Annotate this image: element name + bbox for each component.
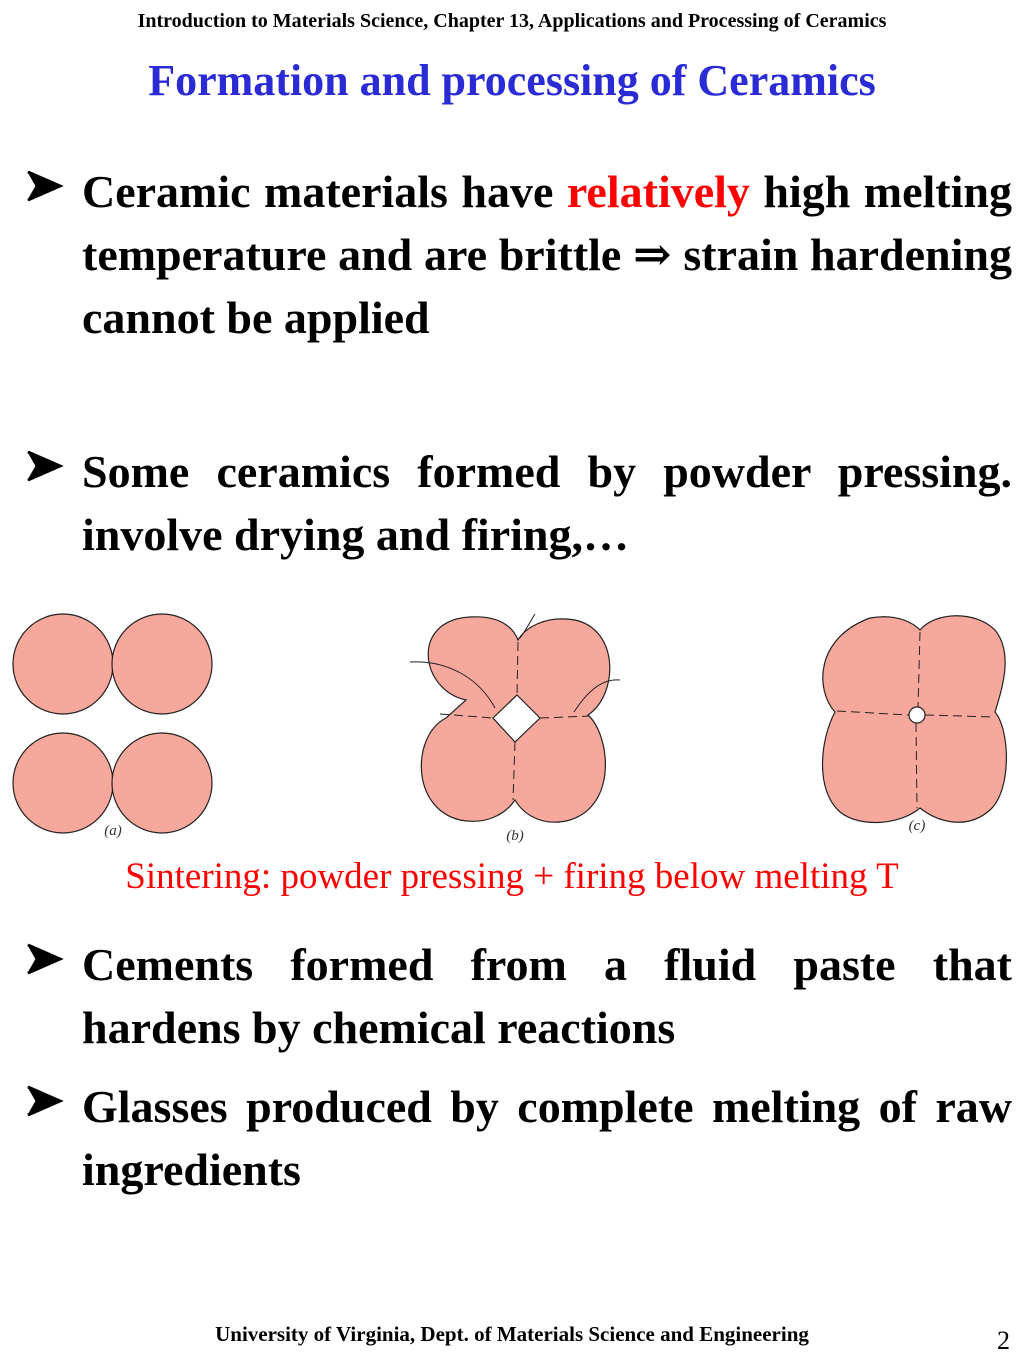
bullet-item-1 [22,160,1012,349]
particles-stage-c [823,616,1007,823]
figure-label-c: (c) [908,818,926,834]
bullet-text-2: Some ceramics formed by powder pressing. involve drying and firing,… [82,446,1012,560]
page-number: 2 [997,1326,1010,1355]
bullet-text-4: Glasses produced by complete melting of raw ingredients [82,1081,1012,1195]
bullet-text-1 [82,160,1012,349]
slide-title: Formation and processing of Ceramics [148,56,876,105]
arrowhead-bullet-icon [22,937,66,981]
figure-label-b: (b) [506,828,524,844]
figure-label-a: (a) [104,823,122,839]
bullet-highlight-relatively: relatively [566,166,750,217]
arrowhead-bullet-icon [22,164,66,208]
slide-footer: University of Virginia, Dept. of Materials Science and Engineering [215,1322,809,1346]
bullet-text-3: Cements formed from a fluid paste that hardens by chemical reactions [82,939,1012,1053]
bullet-text-1-start: Ceramic materials have [82,166,567,217]
slide-header: Introduction to Materials Science, Chapter 13, Applications and Processing of Ceramics [137,10,887,32]
particles-stage-b [410,614,620,822]
arrowhead-bullet-icon [22,444,66,488]
sintering-figure [0,600,1024,850]
arrowhead-bullet-icon [22,1079,66,1123]
particles-stage-a [13,614,212,833]
bullet-item-4 [22,1075,1012,1201]
sintering-caption: Sintering: powder pressing + firing below melting T [125,856,899,897]
bullet-item-2 [22,440,1012,566]
bullet-text-1-end: high melting temperature and are brittle ⇒ strain hardening cannot be applied [82,166,1012,343]
bullet-item-3 [22,933,1012,1059]
